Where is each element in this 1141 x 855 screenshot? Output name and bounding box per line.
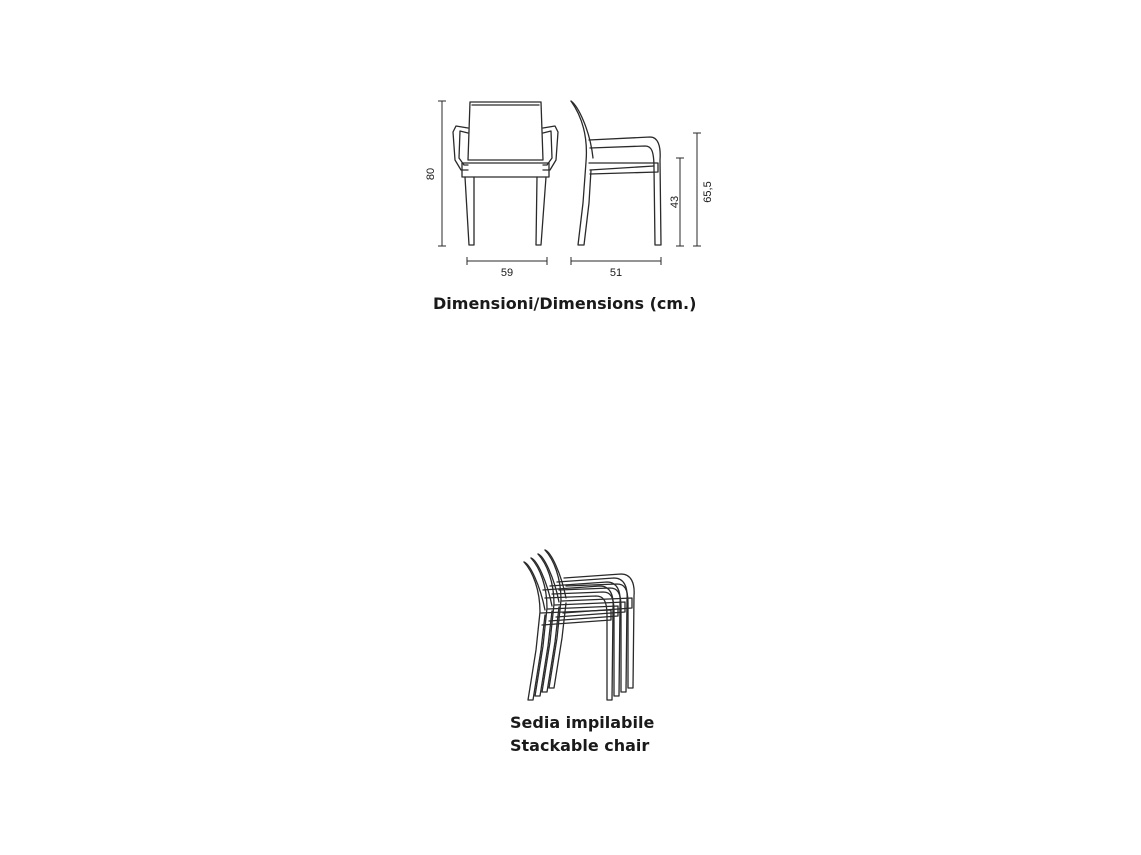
dimension-depth bbox=[571, 257, 661, 279]
stackable-caption-english: Stackable chair bbox=[510, 736, 650, 755]
stackable-caption-italian: Sedia impilabile bbox=[510, 713, 655, 732]
dimension-height-total-label: 80 bbox=[425, 167, 437, 181]
dimension-depth-label: 51 bbox=[609, 267, 623, 279]
dimensions-caption: Dimensioni/Dimensions (cm.) bbox=[433, 294, 697, 313]
dimension-width-label: 59 bbox=[500, 267, 514, 279]
dimension-seat-height-label: 43 bbox=[669, 195, 681, 209]
dimension-height-total bbox=[425, 101, 446, 246]
dimension-armrest-height-label: 65,5 bbox=[702, 181, 714, 203]
stackable-caption bbox=[510, 711, 654, 757]
dimension-armrest-height bbox=[693, 133, 714, 246]
chair-front-view bbox=[453, 102, 558, 245]
dimension-width bbox=[467, 257, 547, 279]
dimension-seat-height bbox=[669, 158, 684, 246]
chair-side-view bbox=[571, 101, 661, 245]
stacked-chairs-illustration bbox=[524, 550, 634, 700]
